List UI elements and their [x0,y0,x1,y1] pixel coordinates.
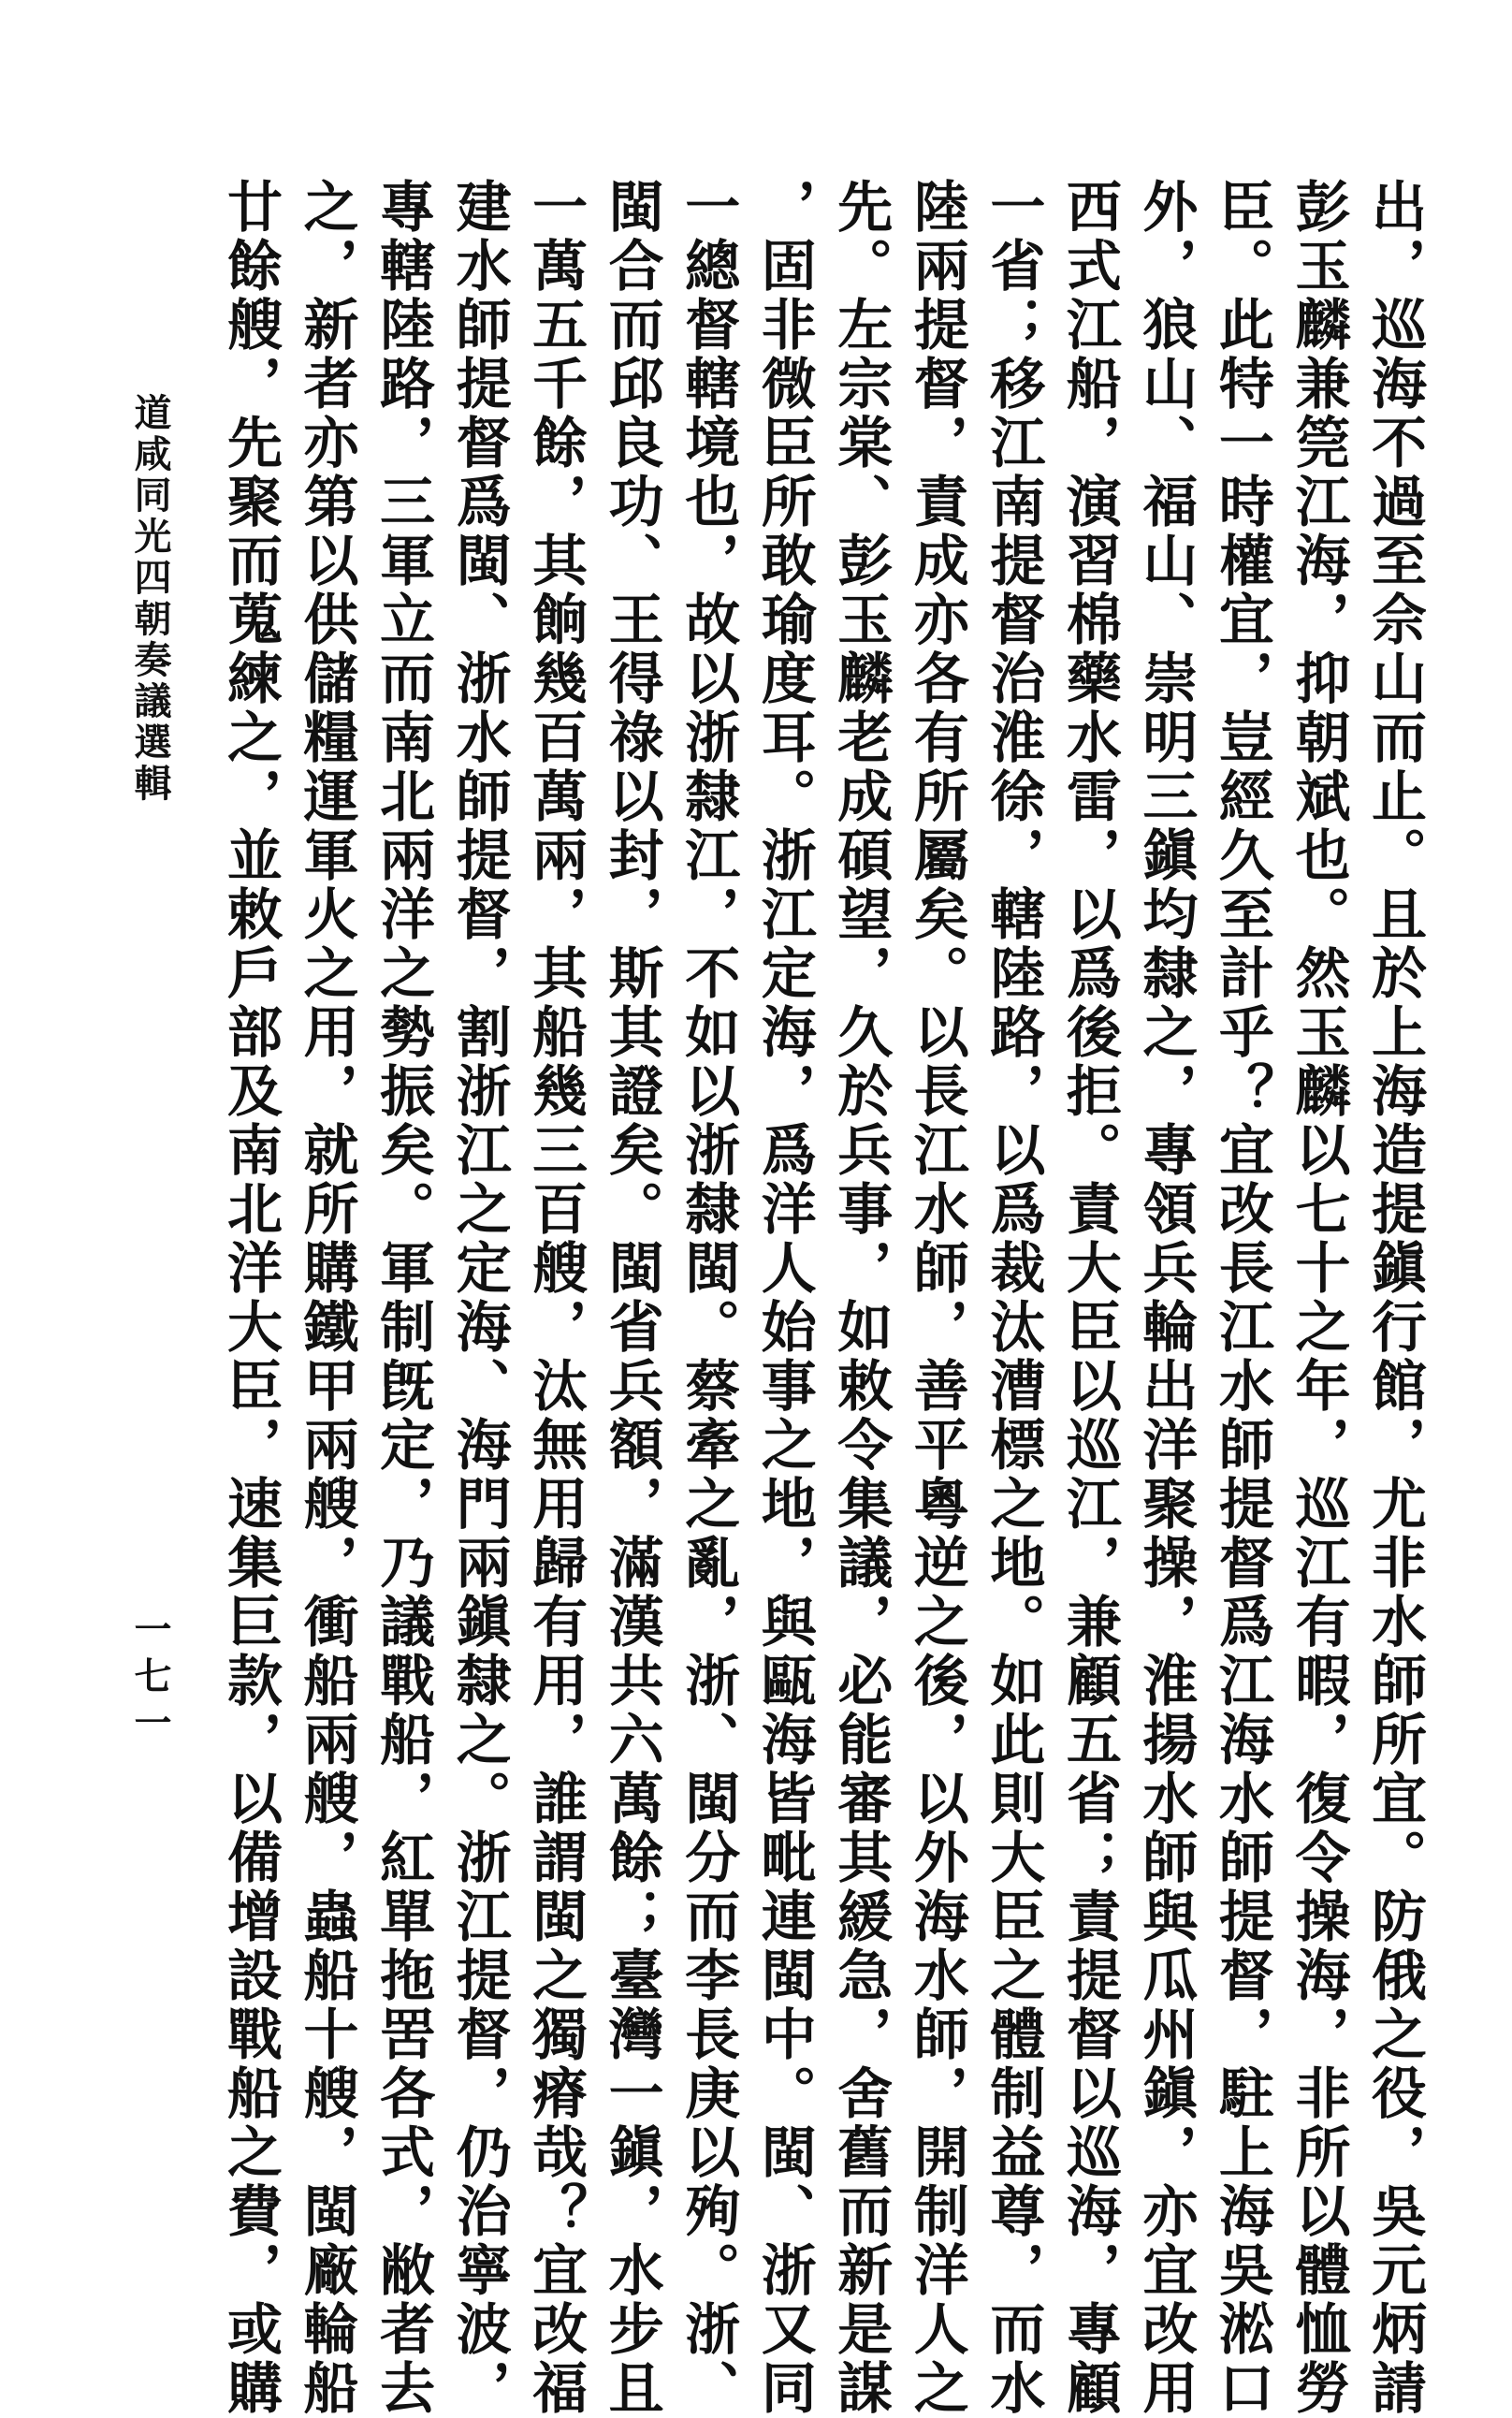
text-column: 陸兩提督，責成亦各有所屬矣。以長江水師，善平粵逆之後，以外海水師，開制洋人之 [904,178,969,2418]
text-column: 建水師提督爲閩、浙水師提督，割浙江之定海、海門兩鎭隸之。浙江提督，仍治寧波， [446,178,512,2418]
text-column: 一總督轄境也，故以浙隸江，不如以浙隸閩。蔡牽之亂，浙、閩分而李長庚以殉。浙、 [676,178,741,2418]
text-column: 一萬五千餘，其餉幾百萬兩，其船幾三百艘，汰無用歸有用，誰謂閩之獨瘠哉？宜改福 [523,178,589,2418]
text-column: 西式江船，演習棉藥水雷，以爲後拒。責大臣以巡江，兼顧五省；責提督以巡海，專顧 [1056,178,1122,2418]
text-column: 閩合而邱良功、王得祿以封，斯其證矣。閩省兵額，滿漢共六萬餘；臺灣一鎭，水步且 [599,178,664,2418]
page-number: 一七一 [128,1610,171,1750]
body-text [218,178,1427,2418]
text-column: 彭玉麟兼筦江海，抑朝斌也。然玉麟以七十之年，巡江有暇，復令操海，非所以體恤勞 [1286,178,1351,2418]
running-title: 道咸同光四朝奏議選輯 [128,393,171,805]
text-column: 廿餘艘，先聚而蒐練之，並敕戶部及南北洋大臣，速集巨款，以備增設戰船之費，或購 [218,178,283,2418]
text-column: 臣。此特一時權宜，豈經久至計乎？宜改長江水師提督爲江海水師提督，駐上海吳淞口 [1209,178,1274,2418]
text-column: ，固非微臣所敢瑜度耳。浙江定海，爲洋人始事之地，與甌海皆毗連閩中。閩、浙又同 [751,178,817,2418]
text-column: 一省；移江南提督治淮徐，轄陸路，以爲裁汰漕標之地。如此則大臣之體制益尊，而水 [981,178,1046,2418]
text-column: 出，巡海不過至佘山而止。且於上海造提鎭行館，尤非水師所宜。防俄之役，吳元炳請 [1361,178,1427,2418]
text-column: 專轄陸路，三軍立而南北兩洋之勢振矣。軍制旣定，乃議戰船，紅單拖罟各式，敝者去 [371,178,436,2418]
text-column: 外，狼山、福山、崇明三鎭均隸之，專領兵輪出洋聚操，淮揚水師與瓜州鎭，亦宜改用 [1133,178,1199,2418]
text-column: 之，新者亦第以供儲糧運軍火之用，就所購鐵甲兩艘，衝船兩艘，蟲船十艘，閩廠輪船 [294,178,359,2418]
text-column: 先。左宗棠、彭玉麟老成碩望，久於兵事，如敕令集議，必能審其緩急，舍舊而新是謀 [828,178,894,2418]
